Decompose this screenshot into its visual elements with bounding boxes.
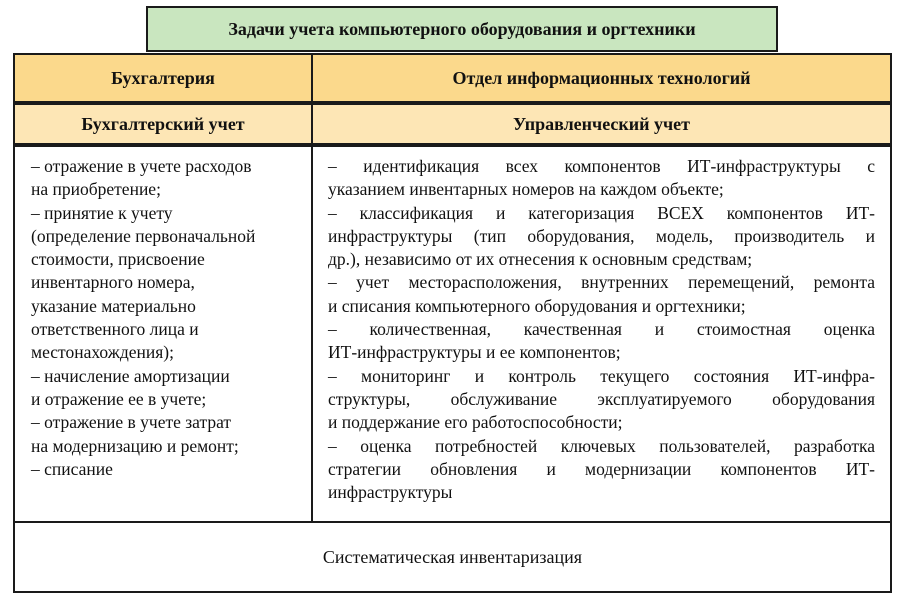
accounting-task-line: на модернизацию и ремонт; bbox=[31, 435, 239, 456]
footer-box bbox=[13, 521, 892, 593]
management-task-line: – классификация и категоризация ВСЕХ компонентов ИТ- bbox=[328, 202, 875, 223]
management-task-line: – учет месторасположения, внутренних перемещений, ремонта bbox=[328, 272, 875, 293]
diagram-title bbox=[146, 6, 778, 52]
subheader-management-text: Управленческий учет bbox=[512, 113, 690, 134]
subheader-accounting bbox=[13, 103, 313, 145]
accounting-task-line: инвентарного номера, bbox=[31, 272, 195, 293]
accounting-task-line: стоимости, присвоение bbox=[31, 249, 205, 270]
management-tasks-list bbox=[311, 145, 892, 523]
management-task-line: инфраструктуры bbox=[328, 482, 453, 503]
accounting-task-line: – списание bbox=[31, 458, 113, 479]
accounting-tasks-list bbox=[13, 145, 313, 523]
management-task-line: и поддержание его работоспособности; bbox=[328, 412, 623, 433]
subheader-management bbox=[311, 103, 892, 145]
footer-text: Систематическая инвентаризация bbox=[322, 546, 583, 567]
accounting-task-line: на приобретение; bbox=[31, 179, 161, 200]
management-task-line: др.), независимо от их отнесения к основным средствам; bbox=[328, 249, 753, 270]
accounting-task-line: ответственного лица и bbox=[31, 319, 199, 340]
management-task-line: указанием инвентарных номеров на каждом объекте; bbox=[328, 179, 724, 200]
management-task-line: – оценка потребностей ключевых пользователей, разработка bbox=[328, 435, 875, 456]
accounting-task-line: и отражение ее в учете; bbox=[31, 388, 207, 409]
subheader-accounting-text: Бухгалтерский учет bbox=[81, 113, 245, 134]
diagram-title-text: Задачи учета компьютерного оборудования и оргтехники bbox=[228, 18, 696, 39]
accounting-task-line: – отражение в учете расходов bbox=[31, 156, 252, 176]
accounting-task-line: местонахождения); bbox=[31, 342, 174, 363]
header-it-department bbox=[311, 53, 892, 103]
accounting-task-line: – начисление амортизации bbox=[31, 365, 230, 386]
management-task-line: стратегии обновления и модернизации компонентов ИТ- bbox=[328, 458, 875, 479]
header-it-department-text: Отдел информационных технологий bbox=[452, 67, 751, 88]
header-accounting-text: Бухгалтерия bbox=[111, 67, 215, 88]
management-task-line: инфраструктуры (тип оборудования, модель, производитель и bbox=[328, 225, 875, 246]
accounting-task-line: – принятие к учету bbox=[31, 202, 173, 223]
accounting-task-line: (определение первоначальной bbox=[31, 225, 256, 246]
management-task-line: – количественная, качественная и стоимостная оценка bbox=[328, 319, 875, 340]
header-accounting bbox=[13, 53, 313, 103]
management-task-line: ИТ-инфраструктуры и ее компонентов; bbox=[328, 342, 621, 363]
management-task-line: и списания компьютерного оборудования и оргтехники; bbox=[328, 295, 746, 316]
accounting-task-line: – отражение в учете затрат bbox=[31, 412, 232, 433]
accounting-task-line: указание материально bbox=[31, 295, 196, 316]
management-task-line: структуры, обслуживание эксплуатируемого оборудования bbox=[328, 388, 875, 409]
management-task-line: – идентификация всех компонентов ИТ-инфраструктуры с bbox=[328, 156, 875, 176]
management-task-line: – мониторинг и контроль текущего состояния ИТ-инфра- bbox=[328, 365, 875, 386]
